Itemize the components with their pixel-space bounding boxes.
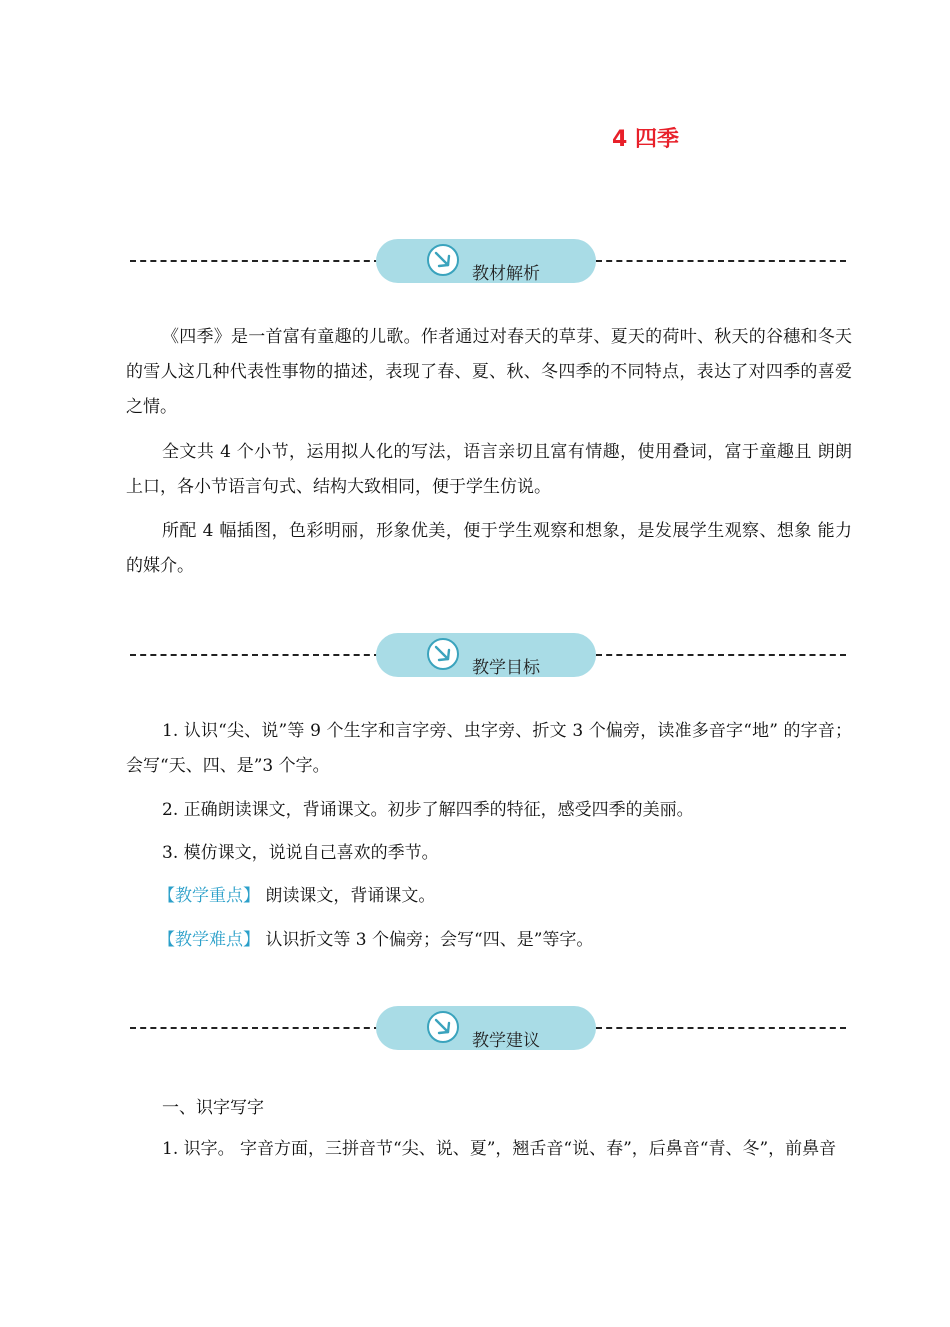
section-header-goals	[130, 633, 846, 677]
paragraph: 全文共 4 个小节，运用拟人化的写法，语言亲切且富有情趣，使用叠词，富于童趣且 朗朗上口，各小节语言句式、结构大致相同，便于学生仿说。	[126, 442, 852, 497]
arrow-circle-icon	[426, 637, 460, 671]
section-pill	[376, 633, 596, 677]
section-pill	[376, 239, 596, 283]
goal-item: 3. 模仿课文，说说自己喜欢的季节。	[162, 843, 439, 863]
difficulty-label: 【教学难点】	[158, 930, 260, 950]
arrow-circle-icon	[426, 1010, 460, 1044]
dashed-divider	[130, 260, 380, 262]
key-point-text: 朗读课文，背诵课文。	[265, 886, 436, 906]
teaching-key-point	[158, 879, 884, 914]
arrow-circle-icon	[426, 243, 460, 277]
goal-item: 1. 认识“尖、说”等 9 个生字和言字旁、虫字旁、折文 3 个偏旁，读准多音字“地” 的字音；会写“天、四、是”3 个字。	[126, 721, 852, 776]
dashed-divider	[130, 1027, 380, 1029]
subheading: 一、识字写字	[162, 1098, 264, 1118]
section-header-analysis	[130, 239, 846, 283]
dashed-divider	[596, 260, 846, 262]
teaching-difficulty	[158, 923, 884, 958]
section-heading: 教学目标	[472, 658, 540, 678]
section-pill	[376, 1006, 596, 1050]
dashed-divider	[596, 654, 846, 656]
key-point-label: 【教学重点】	[158, 886, 260, 906]
section-header-suggestions	[130, 1006, 846, 1050]
paragraph: 《四季》是一首富有童趣的儿歌。作者通过对春天的草芽、夏天的荷叶、秋天的谷穗和冬天的雪人这几种代表性事物的描述，表现了春、夏、秋、冬四季的不同特点，表达了对四季的喜爱之情。	[126, 327, 852, 417]
dashed-divider	[596, 1027, 846, 1029]
difficulty-text: 认识折文等 3 个偏旁；会写“四、是”等字。	[265, 930, 594, 950]
goal-item: 2. 正确朗读课文，背诵课文。初步了解四季的特征，感受四季的美丽。	[162, 800, 694, 820]
paragraph: 1. 识字。 字音方面，三拼音节“尖、说、夏”，翘舌音“说、春”，后鼻音“青、冬”，前鼻音	[162, 1139, 837, 1159]
section-heading: 教材解析	[472, 264, 540, 284]
section-heading: 教学建议	[472, 1031, 540, 1051]
page-title: 4 四季	[612, 127, 679, 152]
dashed-divider	[130, 654, 380, 656]
paragraph: 所配 4 幅插图，色彩明丽，形象优美，便于学生观察和想象，是发展学生观察、想象 能力的媒介。	[126, 521, 852, 576]
